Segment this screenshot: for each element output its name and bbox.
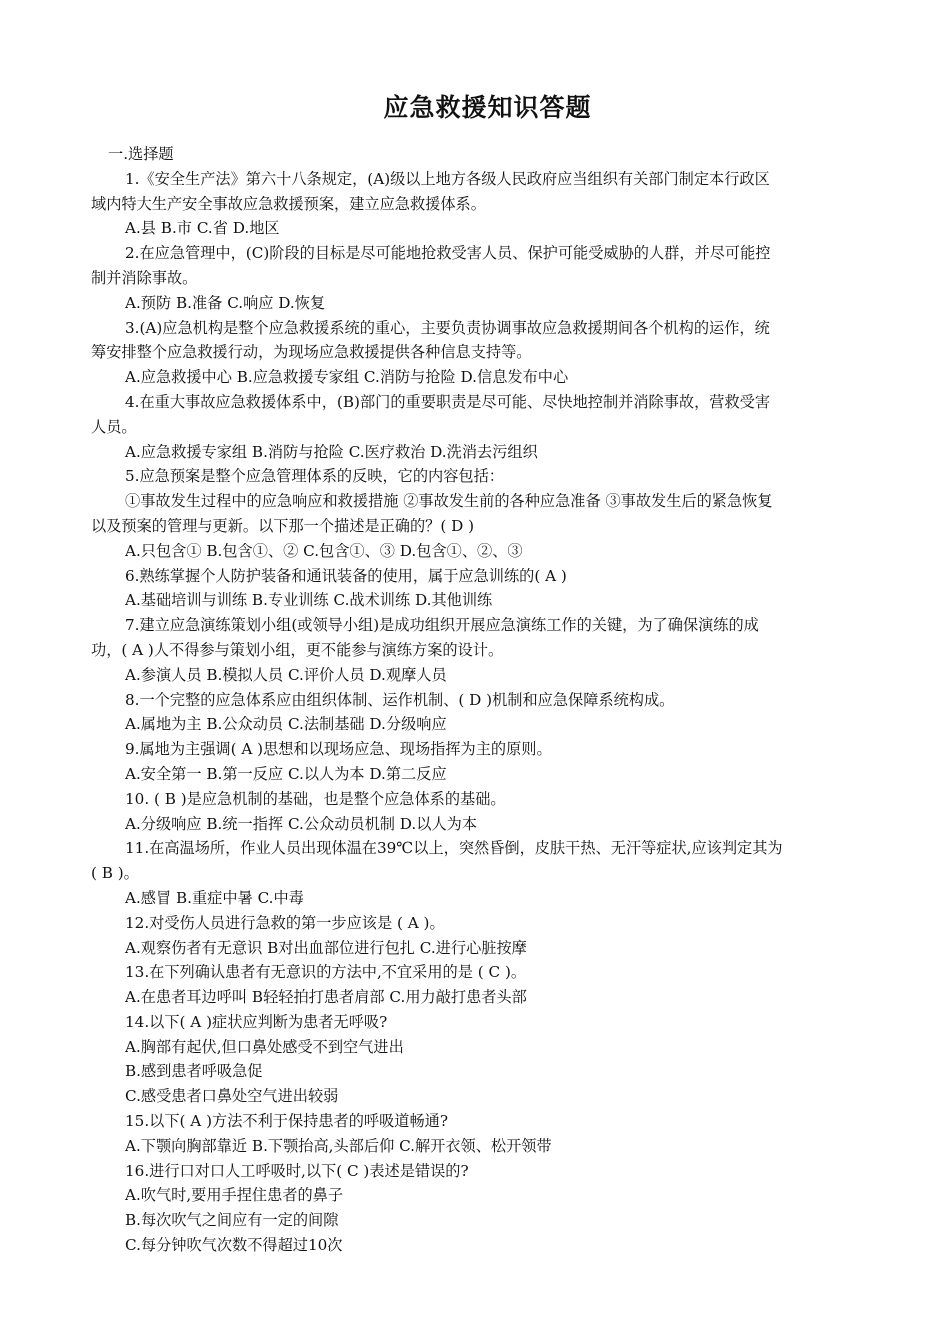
text-line: A.基础培训与训练 B.专业训练 C.战术训练 D.其他训练 [125, 591, 493, 610]
text-line: ( B )。 [91, 864, 139, 883]
text-line: A.只包含① B.包含①、② C.包含①、③ D.包含①、②、③ [125, 541, 523, 560]
text-line: 5.应急预案是整个应急管理体系的反映，它的内容包括： [125, 467, 504, 486]
text-line: 6.熟练掌握个人防护装备和通讯装备的使用，属于应急训练的( A ) [125, 566, 567, 585]
text-line: A.属地为主 B.公众动员 C.法制基础 D.分级响应 [125, 715, 447, 734]
text-line: 域内特大生产安全事故应急救援预案，建立应急救援体系。 [91, 194, 486, 213]
text-line: 2.在应急管理中，(C)阶段的目标是尽可能地抢救受害人员、保护可能受威胁的人群，并尽可能控 [125, 244, 771, 263]
text-line: 制并消除事故。 [91, 268, 198, 287]
text-line: A.吹气时,要用手捏住患者的鼻子 [125, 1186, 344, 1205]
text-line: 10. ( B )是应急机制的基础，也是整个应急体系的基础。 [125, 789, 506, 808]
text-line: B.每次吹气之间应有一定的间隙 [125, 1211, 339, 1230]
text-line: C.感受患者口鼻处空气进出较弱 [125, 1087, 339, 1106]
text-line: A.感冒 B.重症中暑 C.中毒 [125, 888, 304, 907]
text-line: 1.《安全生产法》第六十八条规定，(A)级以上地方各级人民政府应当组织有关部门制定本行政区 [125, 169, 770, 188]
text-line: 9.属地为主强调( A )思想和以现场应急、现场指挥为主的原则。 [125, 740, 552, 759]
text-line: 14.以下( A )症状应判断为患者无呼吸? [125, 1012, 388, 1031]
text-line: A.在患者耳边呼叫 B轻轻拍打患者肩部 C.用力敲打患者头部 [125, 988, 527, 1007]
text-line: 筹安排整个应急救援行动，为现场应急救援提供各种信息支持等。 [91, 343, 532, 362]
text-line: 16.进行口对口人工呼吸时,以下( C )表述是错误的? [125, 1161, 469, 1180]
text-line: A.下颚向胸部靠近 B.下颚抬高,头部后仰 C.解开衣领、松开领带 [125, 1136, 552, 1155]
text-line: 15.以下( A )方法不利于保持患者的呼吸道畅通? [125, 1112, 448, 1131]
section-heading: 一.选择题 [108, 145, 174, 163]
text-line: 13.在下列确认患者有无意识的方法中,不宜采用的是 ( C )。 [125, 963, 527, 982]
text-line: 以及预案的管理与更新。以下那一个描述是正确的？( D ) [91, 516, 474, 535]
text-line: A.参演人员 B.模拟人员 C.评价人员 D.观摩人员 [125, 665, 447, 684]
text-line: 3.(A)应急机构是整个应急救援系统的重心，主要负责协调事故应急救援期间各个机构的运作，统 [125, 318, 770, 337]
text-line: ①事故发生过程中的应急响应和救援措施 ②事故发生前的各种应急准备 ③事故发生后的紧急恢复 [125, 492, 773, 511]
text-line: 11.在高温场所，作业人员出现体温在39℃以上，突然昏倒，皮肤干热、无汗等症状,应该判定其为 [125, 839, 783, 858]
text-line: A.安全第一 B.第一反应 C.以人为本 D.第二反应 [125, 764, 447, 783]
text-line: A.观察伤者有无意识 B对出血部位进行包扎 C.进行心脏按摩 [125, 938, 527, 957]
text-line: 7.建立应急演练策划小组(或领导小组)是成功组织开展应急演练工作的关键，为了确保演练的成 [125, 616, 759, 635]
text-line: 4.在重大事故应急救援体系中，(B)部门的重要职责是尽可能、尽快地控制并消除事故，营救受害 [125, 392, 771, 411]
text-line: 12.对受伤人员进行急救的第一步应该是 ( A )。 [125, 913, 445, 932]
document-title: 应急救援知识答题 [383, 93, 592, 122]
text-line: A.县 B.市 C.省 D.地区 [125, 219, 280, 238]
text-line: C.每分钟吹气次数不得超过10次 [125, 1236, 343, 1255]
text-line: 功，( A )人不得参与策划小组，更不能参与演练方案的设计。 [91, 640, 504, 659]
text-line: A.应急救援专家组 B.消防与抢险 C.医疗救治 D.洗消去污组织 [125, 442, 538, 461]
text-line: A.胸部有起伏,但口鼻处感受不到空气进出 [125, 1037, 404, 1056]
text-line: A.应急救援中心 B.应急救援专家组 C.消防与抢险 D.信息发布中心 [125, 368, 569, 387]
text-line: A.分级响应 B.统一指挥 C.公众动员机制 D.以人为本 [125, 814, 478, 833]
text-line: 8.一个完整的应急体系应由组织体制、运作机制、( D )机制和应急保障系统构成。 [125, 690, 675, 709]
document-body [91, 142, 885, 1258]
text-line: 人员。 [91, 417, 137, 436]
text-line: B.感到患者呼吸急促 [125, 1062, 263, 1081]
question-lines [91, 167, 885, 1258]
text-line: A.预防 B.准备 C.响应 D.恢复 [125, 293, 326, 312]
